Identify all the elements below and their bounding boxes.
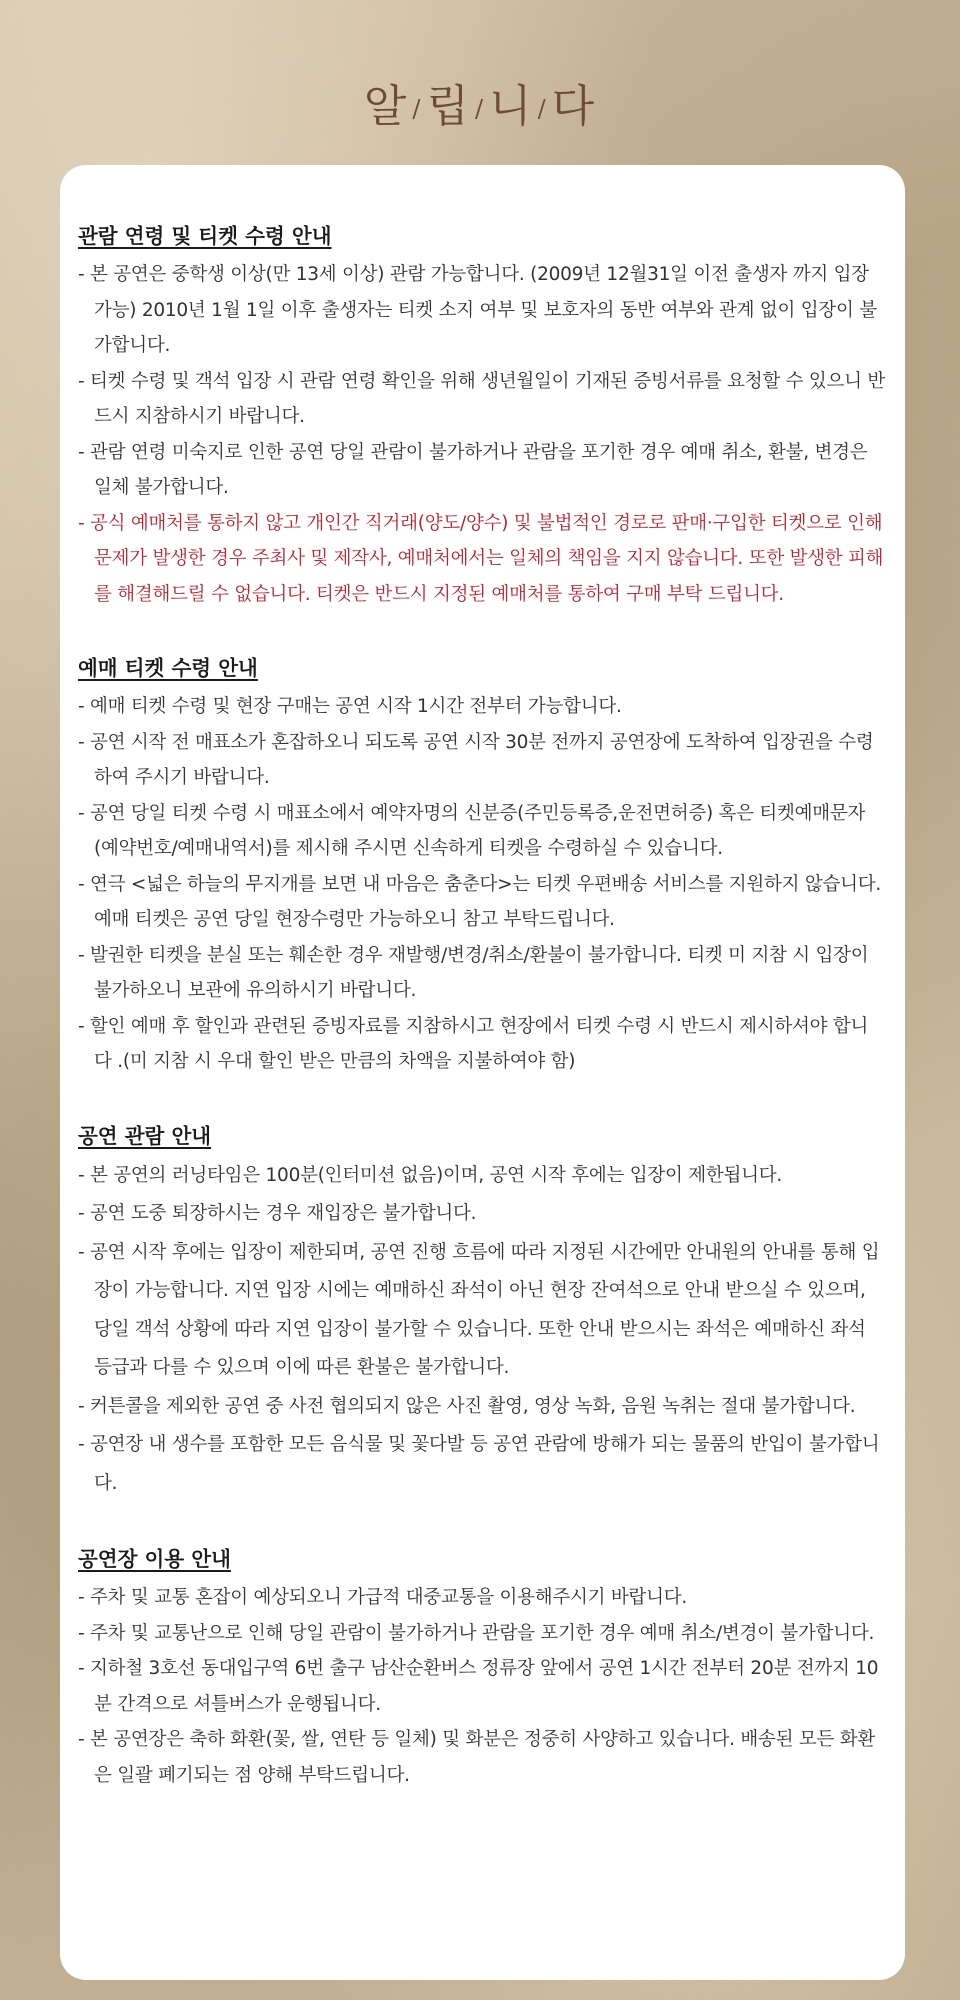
notice-item: - 공연 시작 전 매표소가 혼잡하오니 되도록 공연 시작 30분 전까지 공연장에 도착하여 입장권을 수령하여 주시기 바랍니다. [78,731,874,788]
notice-item: - 주차 및 교통난으로 인해 당일 관람이 불가하거나 관람을 포기한 경우 예매 취소/변경이 불가합니다. [78,1622,875,1644]
notice-item: - 공연 시작 후에는 입장이 제한되며, 공연 진행 흐름에 따라 지정된 시간에만 안내원의 안내를 통해 입장이 가능합니다. 지연 입장 시에는 예매하신 좌석이 아닌 현장 잔여석으로 안내 받으실 수 있으며, 당일 객석 상황에 따라 지연 입장이 불가할 수 있습니다. 또한 안내 받으시는 좌석은 예매하신 좌석 등급과 다를 수 있으며 이에 따른 환불은 불가합니다. [78,1241,880,1378]
title-separator: / [412,95,423,123]
notice-item: - 본 공연의 러닝타임은 100분(인터미션 없음)이며, 공연 시작 후에는 입장이 제한됩니다. [78,1164,782,1186]
notice-item: - 공연 당일 티켓 수령 시 매표소에서 예약자명의 신분증(주민등록증,운전면허증) 혹은 티켓예매문자(예약번호/예매내역서)를 제시해 주시면 신속하게 티켓을 수령하실 수 있습니다. [78,802,866,859]
notice-item: - 관람 연령 미숙지로 인한 공연 당일 관람이 불가하거나 관람을 포기한 경우 예매 취소, 환불, 변경은 일체 불가합니다. [78,441,868,498]
notice-card [60,165,905,1980]
title-char: 립 [426,81,471,132]
notice-item: - 할인 예매 후 할인과 관련된 증빙자료를 지참하시고 현장에서 티켓 수령 시 반드시 제시하셔야 합니다 .(미 지참 시 우대 할인 받은 만큼의 차액을 지불하여야 함) [78,1015,869,1072]
section-ticket-pickup [78,653,885,1080]
notice-item: - 공연 도중 퇴장하시는 경우 재입장은 불가합니다. [78,1203,477,1224]
title-separator: / [474,95,486,123]
section-title: 공연 관람 안내 [78,1123,212,1148]
notice-item: - 본 공연장은 축하 화환(꽃, 쌀, 연탄 등 일체) 및 화분은 정중히 사양하고 있습니다. 배송된 모든 화환은 일괄 폐기되는 점 양해 부탁드립니다. [78,1729,875,1786]
warning-notice-item: - 공식 예매처를 통하지 않고 개인간 직거래(양도/양수) 및 불법적인 경로로 판매·구입한 티켓으로 인해 문제가 발생한 경우 주최사 및 제작사, 예매처에서는 일체의 책임을 지지 않습니다. 또한 발생한 피해를 해결해드릴 수 없습니다. 티켓은 반드시 지정된 예매처를 통하여 구매 부탁 드립니다. [78,512,884,605]
title-char: 다 [551,81,597,132]
section-age-ticket [78,221,885,612]
notice-item: - 본 공연은 중학생 이상(만 13세 이상) 관람 가능합니다. (2009년 12월31일 이전 출생자 까지 입장 가능) 2010년 1월 1일 이후 출생자는 티켓 소지 여부 및 보호자의 동반 여부와 관계 없이 입장이 불가합니다. [78,264,877,356]
notice-item: - 티켓 수령 및 객석 입장 시 관람 연령 확인을 위해 생년월일이 기재된 증빙서류를 요청할 수 있으니 반드시 지참하시기 바랍니다. [78,370,885,427]
notice-item: - 예매 티켓 수령 및 현장 구매는 공연 시작 1시간 전부터 가능합니다. [78,696,622,717]
notice-item: - 연극 <넓은 하늘의 무지개를 보면 내 마음은 춤춘다>는 티켓 우편배송 서비스를 지원하지 않습니다. 예매 티켓은 공연 당일 현장수령만 가능하오니 참고 부탁드립니다. [78,873,881,930]
notice-item: - 공연장 내 생수를 포함한 모든 음식물 및 꽃다발 등 공연 관람에 방해가 되는 물품의 반입이 불가합니다. [78,1434,880,1494]
notice-item: - 발권한 티켓을 분실 또는 훼손한 경우 재발행/변경/취소/환불이 불가합니다. 티켓 미 지참 시 입장이 불가하오니 보관에 유의하시기 바랍니다. [78,944,869,1001]
section-title: 예매 티켓 수령 안내 [78,656,258,680]
section-title: 관람 연령 및 티켓 수령 안내 [78,224,332,248]
section-title: 공연장 이용 안내 [78,1547,231,1571]
page-title [0,70,960,134]
notice-item: - 지하철 3호선 동대입구역 6번 출구 남산순환버스 정류장 앞에서 공연 1시간 전부터 20분 전까지 10분 간격으로 셔틀버스가 운행됩니다. [78,1658,879,1715]
notice-item: - 커튼콜을 제외한 공연 중 사전 협의되지 않은 사진 촬영, 영상 녹화, 음원 녹취는 절대 불가합니다. [78,1395,856,1417]
notice-item: - 주차 및 교통 혼잡이 예상되오니 가급적 대중교통을 이용해주시기 바랍니다. [78,1587,687,1608]
title-separator: / [537,95,548,123]
title-char: 니 [489,81,534,132]
section-venue [78,1544,885,1793]
section-viewing [78,1121,885,1504]
title-char: 알 [363,81,409,132]
